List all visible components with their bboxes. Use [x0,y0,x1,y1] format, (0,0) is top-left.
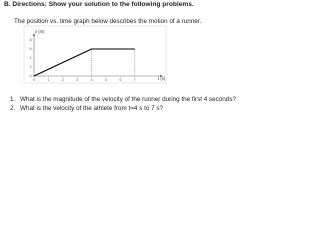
section-heading: B. Directions: Show your solution to the following problems. [4,1,194,8]
x-tick-label: 0 [33,77,35,82]
x-tick-label: 6 [119,77,122,82]
y-tick-label: 6 [29,47,32,52]
question-1 [10,96,236,105]
y-axis-label: x (m) [35,29,45,34]
question-1-number: 1. [10,96,16,103]
x-tick-label: 5 [105,77,107,82]
graph-frame [24,26,166,83]
y-tick-label: 2 [29,65,32,70]
y-tick-label: 0 [29,74,32,79]
x-tick-label: 1 [47,77,50,82]
question-list [10,96,236,113]
question-2-number: 2. [10,104,16,112]
x-tick-label: 3 [76,77,79,82]
x-tick-label: 7 [133,77,136,82]
question-1-text: What is the magnitude of the velocity of the runner during the first 4 seconds? [20,96,236,103]
x-axis-label: t (s) [158,76,166,81]
x-tick-label: 2 [61,77,64,82]
y-tick-label: 8 [29,38,32,43]
question-2 [10,105,236,114]
x-tick-label: 4 [90,77,93,82]
question-2-text: What is the velocity of the athlete from t=4 s to 7 s? [20,104,163,112]
problem-intro: The position vs. time graph below describes the motion of a runner. [14,18,202,25]
y-tick-label: 4 [29,56,32,61]
